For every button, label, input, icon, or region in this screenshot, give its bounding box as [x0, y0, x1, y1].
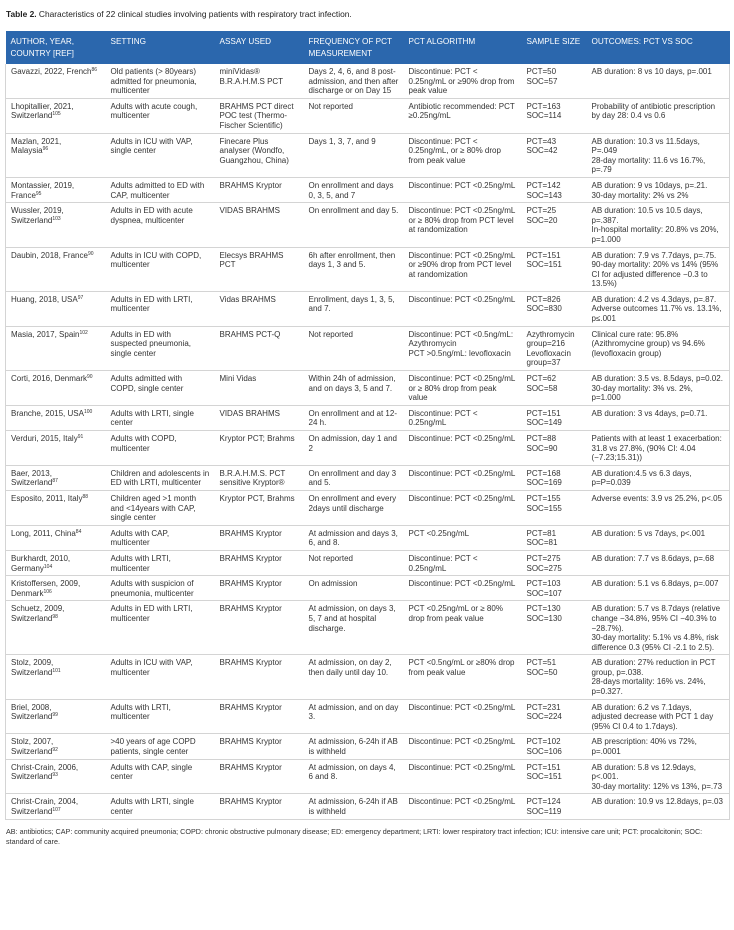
reference-number: 107 [52, 807, 61, 813]
algorithm-cell: PCT <0.5ng/mL or ≥80% drop from peak value [404, 655, 522, 699]
author-text: Schuetz, 2009, Switzerland [11, 604, 65, 623]
outcomes-cell: AB duration: 6.2 vs 7.1days, adjusted decrease with PCT 1 day (95% CI 0.4 to 1.7days). [587, 699, 730, 734]
assay-cell: BRAHMS PCT-Q [215, 326, 304, 370]
author-text: Corti, 2016, Denmark [11, 374, 88, 384]
table-row [6, 133, 730, 177]
assay-cell: VIDAS BRAHMS [215, 405, 304, 430]
reference-number: 106 [43, 588, 52, 595]
algorithm-cell: Antibiotic recommended: PCT ≥0.25ng/mL [404, 98, 522, 133]
outcomes-cell: AB duration: 4.2 vs 4.3days, p=.87. Adverse outcomes 11.7% vs. 13.1%, p≤.001 [587, 291, 730, 326]
frequency-cell: On enrollment and every 2days until discharge [304, 490, 404, 525]
frequency-cell: On enrollment and day 3 and 5. [304, 465, 404, 490]
setting-cell: Adults with LRTI, single center [106, 794, 215, 819]
author-text: Briel, 2008, Switzerland [11, 702, 53, 722]
author-text: Montassier, 2019, France [11, 180, 75, 200]
algorithm-cell: Discontinue: PCT <0.5ng/mL: Azythromycin PCT >0.5ng/mL: levofloxacin [404, 326, 522, 370]
setting-cell: Adults with suspicion of pneumonia, multicenter [106, 576, 215, 601]
sample-size-cell: PCT=155 SOC=155 [522, 490, 587, 525]
table-row [6, 490, 730, 525]
setting-cell: Children and adolescents in ED with LRTI, multicenter [106, 465, 215, 490]
table-header-row [6, 31, 730, 64]
assay-cell: Vidas BRAHMS [215, 291, 304, 326]
author-cell [6, 734, 106, 759]
table-row [6, 550, 730, 575]
assay-cell: Kryptor PCT; Brahms [215, 431, 304, 466]
setting-cell: Adults with LRTI, single center [106, 405, 215, 430]
frequency-cell: At admission, 6-24h if AB is withheld [304, 734, 404, 759]
table-row [6, 655, 730, 699]
outcomes-cell: AB duration: 10.3 vs 11.5days, P=.049 28-day mortality: 11.6 vs 16.7%, p=.79 [587, 133, 730, 177]
sample-size-cell: PCT=151 SOC=149 [522, 405, 587, 430]
reference-number: 104 [43, 563, 53, 570]
algorithm-cell: PCT <0.25ng/mL [404, 525, 522, 550]
author-cell [6, 431, 106, 466]
outcomes-cell: Probability of antibiotic prescription by day 28: 0.4 vs 0.6 [587, 98, 730, 133]
algorithm-cell: Discontinue: PCT < 0.25ng/mL, or ≥ 80% drop from peak value [404, 133, 522, 177]
setting-cell: Adults admitted to ED with CAP, multicenter [106, 177, 215, 202]
frequency-cell: Within 24h of admission, and on days 3, 5 and 7. [304, 371, 404, 406]
sample-size-cell: PCT=168 SOC=169 [522, 465, 587, 490]
author-text: Kristoffersen, 2009, Denmark [11, 579, 81, 598]
outcomes-cell: AB duration: 5 vs 7days, p<.001 [587, 525, 730, 550]
frequency-cell: On admission, day 1 and 2 [304, 431, 404, 466]
frequency-cell: Days 1, 3, 7, and 9 [304, 133, 404, 177]
algorithm-cell: Discontinue: PCT <0.25ng/mL [404, 431, 522, 466]
table-row [6, 203, 730, 247]
table-row [6, 405, 730, 430]
reference-number: 101 [52, 667, 61, 674]
col-header-frequency: FREQUENCY OF PCT MEASUREMENT [304, 31, 404, 64]
setting-cell: Adults in ED with acute dyspnea, multicenter [106, 203, 215, 247]
author-cell [6, 247, 106, 291]
caption-label: Table 2. [6, 9, 37, 19]
outcomes-cell: Adverse events: 3.9 vs 25.2%, p<.05 [587, 490, 730, 525]
sample-size-cell: PCT=81 SOC=81 [522, 525, 587, 550]
table-row [6, 794, 730, 819]
outcomes-cell: AB prescription: 40% vs 72%, p=.0001 [587, 734, 730, 759]
outcomes-cell: Patients with at least 1 exacerbation: 31.8 vs 27.8%, (90% CI: 4.04 (−7.23;15.31)) [587, 431, 730, 466]
setting-cell: Adults in ED with LRTI, multicenter [106, 291, 215, 326]
col-header-author: AUTHOR, YEAR, COUNTRY [REF] [6, 31, 106, 64]
author-text: Christ-Crain, 2006, Switzerland [11, 762, 79, 782]
author-text: Long, 2011, China [11, 528, 76, 538]
outcomes-cell: AB duration: 9 vs 10days, p=.21. 30-day mortality: 2% vs 2% [587, 177, 730, 202]
reference-number: 105 [52, 111, 61, 118]
sample-size-cell: PCT=142 SOC=143 [522, 177, 587, 202]
assay-cell: miniVidas® B.R.A.H.M.S PCT [215, 64, 304, 98]
col-header-algorithm: PCT ALGORITHM [404, 31, 522, 64]
reference-number: 84 [75, 528, 82, 535]
author-cell [6, 371, 106, 406]
algorithm-cell: Discontinue: PCT < 0.25ng/mL [404, 550, 522, 575]
frequency-cell: Days 2, 4, 6, and 8 post-admission, and then after discharge or on Day 15 [304, 64, 404, 98]
sample-size-cell: PCT=88 SOC=90 [522, 431, 587, 466]
table-row [6, 525, 730, 550]
assay-cell: BRAHMS Kryptor [215, 525, 304, 550]
table-footnote: AB: antibiotics; CAP: community acquired pneumonia; COPD: chronic obstructive pulmonary disease; ED: emergency department; LRTI: lower respiratory tract infection; ICU: intensive care unit; PCT: procalcitonin; SOC: standard of care. [6, 826, 703, 846]
table-row [6, 64, 730, 98]
sample-size-cell: PCT=151 SOC=151 [522, 247, 587, 291]
outcomes-cell: AB duration: 8 vs 10 days, p=.001 [587, 64, 730, 98]
algorithm-cell: Discontinue: PCT < 0.25ng/mL [404, 405, 522, 430]
sample-size-cell: PCT=102 SOC=106 [522, 734, 587, 759]
outcomes-cell: AB duration: 5.8 vs 12.9days, p<.001. 30-day mortality: 12% vs 13%, p=.73 [587, 759, 730, 794]
author-text: Lhopitallier, 2021, Switzerland [11, 101, 74, 121]
assay-cell: Mini Vidas [215, 371, 304, 406]
algorithm-cell: Discontinue: PCT <0.25ng/mL [404, 699, 522, 734]
frequency-cell: Not reported [304, 326, 404, 370]
col-header-setting: SETTING [106, 31, 215, 64]
frequency-cell: 6h after enrollment, then days 1, 3 and 5. [304, 247, 404, 291]
col-header-outcomes: OUTCOMES: PCT VS SOC [587, 31, 730, 64]
reference-number: 91 [77, 434, 84, 440]
algorithm-cell: Discontinue: PCT <0.25ng/mL [404, 465, 522, 490]
setting-cell: Adults with COPD, multicenter [106, 431, 215, 466]
assay-cell: Finecare Plus analyser (Wondfo, Guangzhou, China) [215, 133, 304, 177]
sample-size-cell: PCT=51 SOC=50 [522, 655, 587, 699]
assay-cell: BRAHMS Kryptor [215, 576, 304, 601]
setting-cell: Old patients (> 80years) admitted for pneumonia, multicenter [106, 64, 215, 98]
sample-size-cell: PCT=231 SOC=224 [522, 699, 587, 734]
setting-cell: Adults with LRTI, multicenter [106, 550, 215, 575]
setting-cell: Adults in ED with suspected pneumonia, single center [106, 326, 215, 370]
reference-number: 93 [52, 772, 58, 779]
outcomes-cell: AB duration: 7.7 vs 8.6days, p=.68 [587, 550, 730, 575]
table-caption [6, 9, 729, 31]
algorithm-cell: Discontinue: PCT <0.25ng/mL [404, 734, 522, 759]
author-text: Stolz, 2009, Switzerland [11, 658, 54, 677]
author-text: Burkhardt, 2010, Germany [11, 553, 71, 573]
frequency-cell: On enrollment and day 5. [304, 203, 404, 247]
frequency-cell: At admission, 6-24h if AB is withheld [304, 794, 404, 819]
author-cell [6, 405, 106, 430]
table-row [6, 247, 730, 291]
table-row [6, 734, 730, 759]
outcomes-cell: AB duration:4.5 vs 6.3 days, p=P=0.039 [587, 465, 730, 490]
outcomes-cell: AB duration: 10.5 vs 10.5 days, p=.387. In-hospital mortality: 20.8% vs 20%, p=1.000 [587, 203, 730, 247]
setting-cell: Adults in ICU with COPD, multicenter [106, 247, 215, 291]
author-cell [6, 326, 106, 370]
frequency-cell: At admission, and on day 3. [304, 699, 404, 734]
studies-table [5, 31, 730, 820]
assay-cell: BRAHMS Kryptor [215, 177, 304, 202]
table-row [6, 576, 730, 601]
algorithm-cell: Discontinue: PCT <0.25ng/mL or ≥ 80% drop from PCT level at randomization [404, 203, 522, 247]
reference-number: 98 [52, 613, 58, 620]
algorithm-cell: Discontinue: PCT <0.25ng/mL [404, 177, 522, 202]
frequency-cell: Not reported [304, 550, 404, 575]
table-row [6, 326, 730, 370]
author-text: Verduri, 2015, Italy [11, 434, 78, 443]
author-text: Branche, 2015, USA [11, 408, 84, 418]
author-cell [6, 98, 106, 133]
setting-cell: Adults with CAP, single center [106, 759, 215, 794]
table-body [6, 64, 730, 819]
reference-number: 97 [77, 294, 84, 301]
algorithm-cell: Discontinue: PCT < 0.25ng/mL or ≥90% drop from peak value [404, 64, 522, 98]
author-cell [6, 490, 106, 525]
setting-cell: >40 years of age COPD patients, single center [106, 734, 215, 759]
table-row [6, 98, 730, 133]
author-cell [6, 177, 106, 202]
sample-size-cell: PCT=151 SOC=151 [522, 759, 587, 794]
reference-number: 99 [52, 712, 58, 719]
outcomes-cell: Clinical cure rate: 95.8% (Azithromycine group) vs 94.6% (levofloxacin group) [587, 326, 730, 370]
sample-size-cell: PCT=275 SOC=275 [522, 550, 587, 575]
reference-number: 92 [52, 747, 58, 754]
sample-size-cell: PCT=50 SOC=57 [522, 64, 587, 98]
outcomes-cell: AB duration: 7.9 vs 7.7days, p=.75. 90-day mortality: 20% vs 14% (95% CI for adjusted difference −0.3 to 13.5%) [587, 247, 730, 291]
sample-size-cell: PCT=43 SOC=42 [522, 133, 587, 177]
algorithm-cell: Discontinue: PCT <0.25ng/mL or ≥ 80% drop from peak value [404, 371, 522, 406]
table-row [6, 759, 730, 794]
frequency-cell: At admission, on days 3, 5, 7 and at hospital discharge. [304, 601, 404, 655]
reference-number: 86 [91, 67, 98, 73]
setting-cell: Adults with LRTI, multicenter [106, 699, 215, 734]
sample-size-cell: PCT=124 SOC=119 [522, 794, 587, 819]
author-cell [6, 64, 106, 98]
assay-cell: BRAHMS Kryptor [215, 655, 304, 699]
reference-number: 95 [35, 190, 42, 197]
table-row [6, 699, 730, 734]
algorithm-cell: Discontinue: PCT <0.25ng/mL [404, 794, 522, 819]
table-row [6, 371, 730, 406]
reference-number: 103 [52, 215, 61, 222]
author-cell [6, 794, 106, 819]
sample-size-cell: PCT=826 SOC=830 [522, 291, 587, 326]
sample-size-cell: PCT=130 SOC=130 [522, 601, 587, 655]
assay-cell: Elecsys BRAHMS PCT [215, 247, 304, 291]
author-text: Wussler, 2019, Switzerland [11, 206, 64, 225]
assay-cell: Kryptor PCT, Brahms [215, 490, 304, 525]
setting-cell: Adults in ICU with VAP, multicenter [106, 655, 215, 699]
setting-cell: Adults admitted with COPD, single center [106, 371, 215, 406]
reference-number: 100 [83, 408, 93, 415]
reference-number: 87 [52, 478, 58, 485]
sample-size-cell: PCT=25 SOC=20 [522, 203, 587, 247]
author-text: Esposito, 2011, Italy [11, 493, 83, 503]
reference-number: 90 [87, 250, 94, 257]
assay-cell: BRAHMS Kryptor [215, 759, 304, 794]
outcomes-cell: AB duration: 27% reduction in PCT group, p=.038. 28-days mortality: 16% vs. 24%, p=0.327. [587, 655, 730, 699]
outcomes-cell: AB duration: 3 vs 4days, p=0.71. [587, 405, 730, 430]
author-cell [6, 655, 106, 699]
outcomes-cell: AB duration: 3.5 vs. 8.5days, p=0.02. 30-day mortality: 3% vs. 2%, p=1.000 [587, 371, 730, 406]
assay-cell: BRAHMS Kryptor [215, 550, 304, 575]
author-cell [6, 203, 106, 247]
sample-size-cell: PCT=163 SOC=114 [522, 98, 587, 133]
author-cell [6, 601, 106, 655]
algorithm-cell: Discontinue: PCT <0.25ng/mL [404, 490, 522, 525]
sample-size-cell: Azythromycin group=216 Levofloxacin group=37 [522, 326, 587, 370]
table-row [6, 465, 730, 490]
algorithm-cell: PCT <0.25ng/mL or ≥ 80% drop from peak value [404, 601, 522, 655]
assay-cell: BRAHMS Kryptor [215, 601, 304, 655]
setting-cell: Children aged >1 month and <14years with CAP, single center [106, 490, 215, 525]
sample-size-cell: PCT=103 SOC=107 [522, 576, 587, 601]
author-text: Daubin, 2018, France [11, 250, 88, 260]
author-text: Huang, 2018, USA [11, 294, 78, 304]
frequency-cell: At admission, on days 4, 6 and 8. [304, 759, 404, 794]
frequency-cell: Enrollment, days 1, 3, 5, and 7. [304, 291, 404, 326]
assay-cell: BRAHMS Kryptor [215, 794, 304, 819]
author-cell [6, 550, 106, 575]
reference-number: 102 [79, 329, 88, 336]
author-text: Christ-Crain, 2004, Switzerland [11, 797, 79, 816]
author-cell [6, 291, 106, 326]
author-text: Baer, 2013, Switzerland [11, 468, 53, 488]
table-row [6, 601, 730, 655]
author-cell [6, 133, 106, 177]
algorithm-cell: Discontinue: PCT <0.25ng/mL [404, 291, 522, 326]
col-header-assay: ASSAY USED [215, 31, 304, 64]
setting-cell: Adults in ED with LRTI, multicenter [106, 601, 215, 655]
algorithm-cell: Discontinue: PCT <0.25ng/mL [404, 576, 522, 601]
reference-number: 90 [87, 374, 93, 381]
outcomes-cell: AB duration: 5.7 vs 8.7days (relative change −34.8%, 95% CI −40.3% to −28.7%). 30-day mortality: 5.1% vs 4.8%, risk difference 0.3 (95% CI -2.1 to 2.5). [587, 601, 730, 655]
author-text: Gavazzi, 2022, French [11, 67, 92, 76]
table-row [6, 177, 730, 202]
algorithm-cell: Discontinue: PCT <0.25ng/mL or ≥90% drop from PCT level at randomization [404, 247, 522, 291]
col-header-sample-size: SAMPLE SIZE [522, 31, 587, 64]
caption-text: Characteristics of 22 clinical studies involving patients with respiratory tract infection. [38, 9, 352, 19]
assay-cell: BRAHMS PCT direct POC test (Thermo-Fischer Scientific) [215, 98, 304, 133]
author-text: Stolz, 2007, Switzerland [11, 737, 54, 757]
assay-cell: VIDAS BRAHMS [215, 203, 304, 247]
sample-size-cell: PCT=62 SOC=58 [522, 371, 587, 406]
reference-number: 96 [42, 146, 49, 153]
frequency-cell: On enrollment and days 0, 3, 5, and 7 [304, 177, 404, 202]
author-text: Masia, 2017, Spain [11, 329, 80, 339]
outcomes-cell: AB duration: 10.9 vs 12.8days, p=.03 [587, 794, 730, 819]
assay-cell: B.R.A.H.M.S. PCT sensitive Kryptor® [215, 465, 304, 490]
author-cell [6, 576, 106, 601]
author-cell [6, 699, 106, 734]
frequency-cell: On admission [304, 576, 404, 601]
assay-cell: BRAHMS Kryptor [215, 734, 304, 759]
frequency-cell: On enrollment and at 12-24 h. [304, 405, 404, 430]
setting-cell: Adults in ICU with VAP, single center [106, 133, 215, 177]
frequency-cell: At admission and days 3, 6, and 8. [304, 525, 404, 550]
author-cell [6, 759, 106, 794]
assay-cell: BRAHMS Kryptor [215, 699, 304, 734]
author-text: Mazlan, 2021, Malaysia [11, 136, 62, 156]
frequency-cell: Not reported [304, 98, 404, 133]
author-cell [6, 525, 106, 550]
algorithm-cell: Discontinue: PCT <0.25ng/mL [404, 759, 522, 794]
table-row [6, 291, 730, 326]
frequency-cell: At admission, on day 2, then daily until day 10. [304, 655, 404, 699]
setting-cell: Adults with acute cough, multicenter [106, 98, 215, 133]
table-row [6, 431, 730, 466]
author-cell [6, 465, 106, 490]
reference-number: 88 [82, 493, 89, 500]
setting-cell: Adults with CAP, multicenter [106, 525, 215, 550]
outcomes-cell: AB duration: 5.1 vs 6.8days, p=.007 [587, 576, 730, 601]
